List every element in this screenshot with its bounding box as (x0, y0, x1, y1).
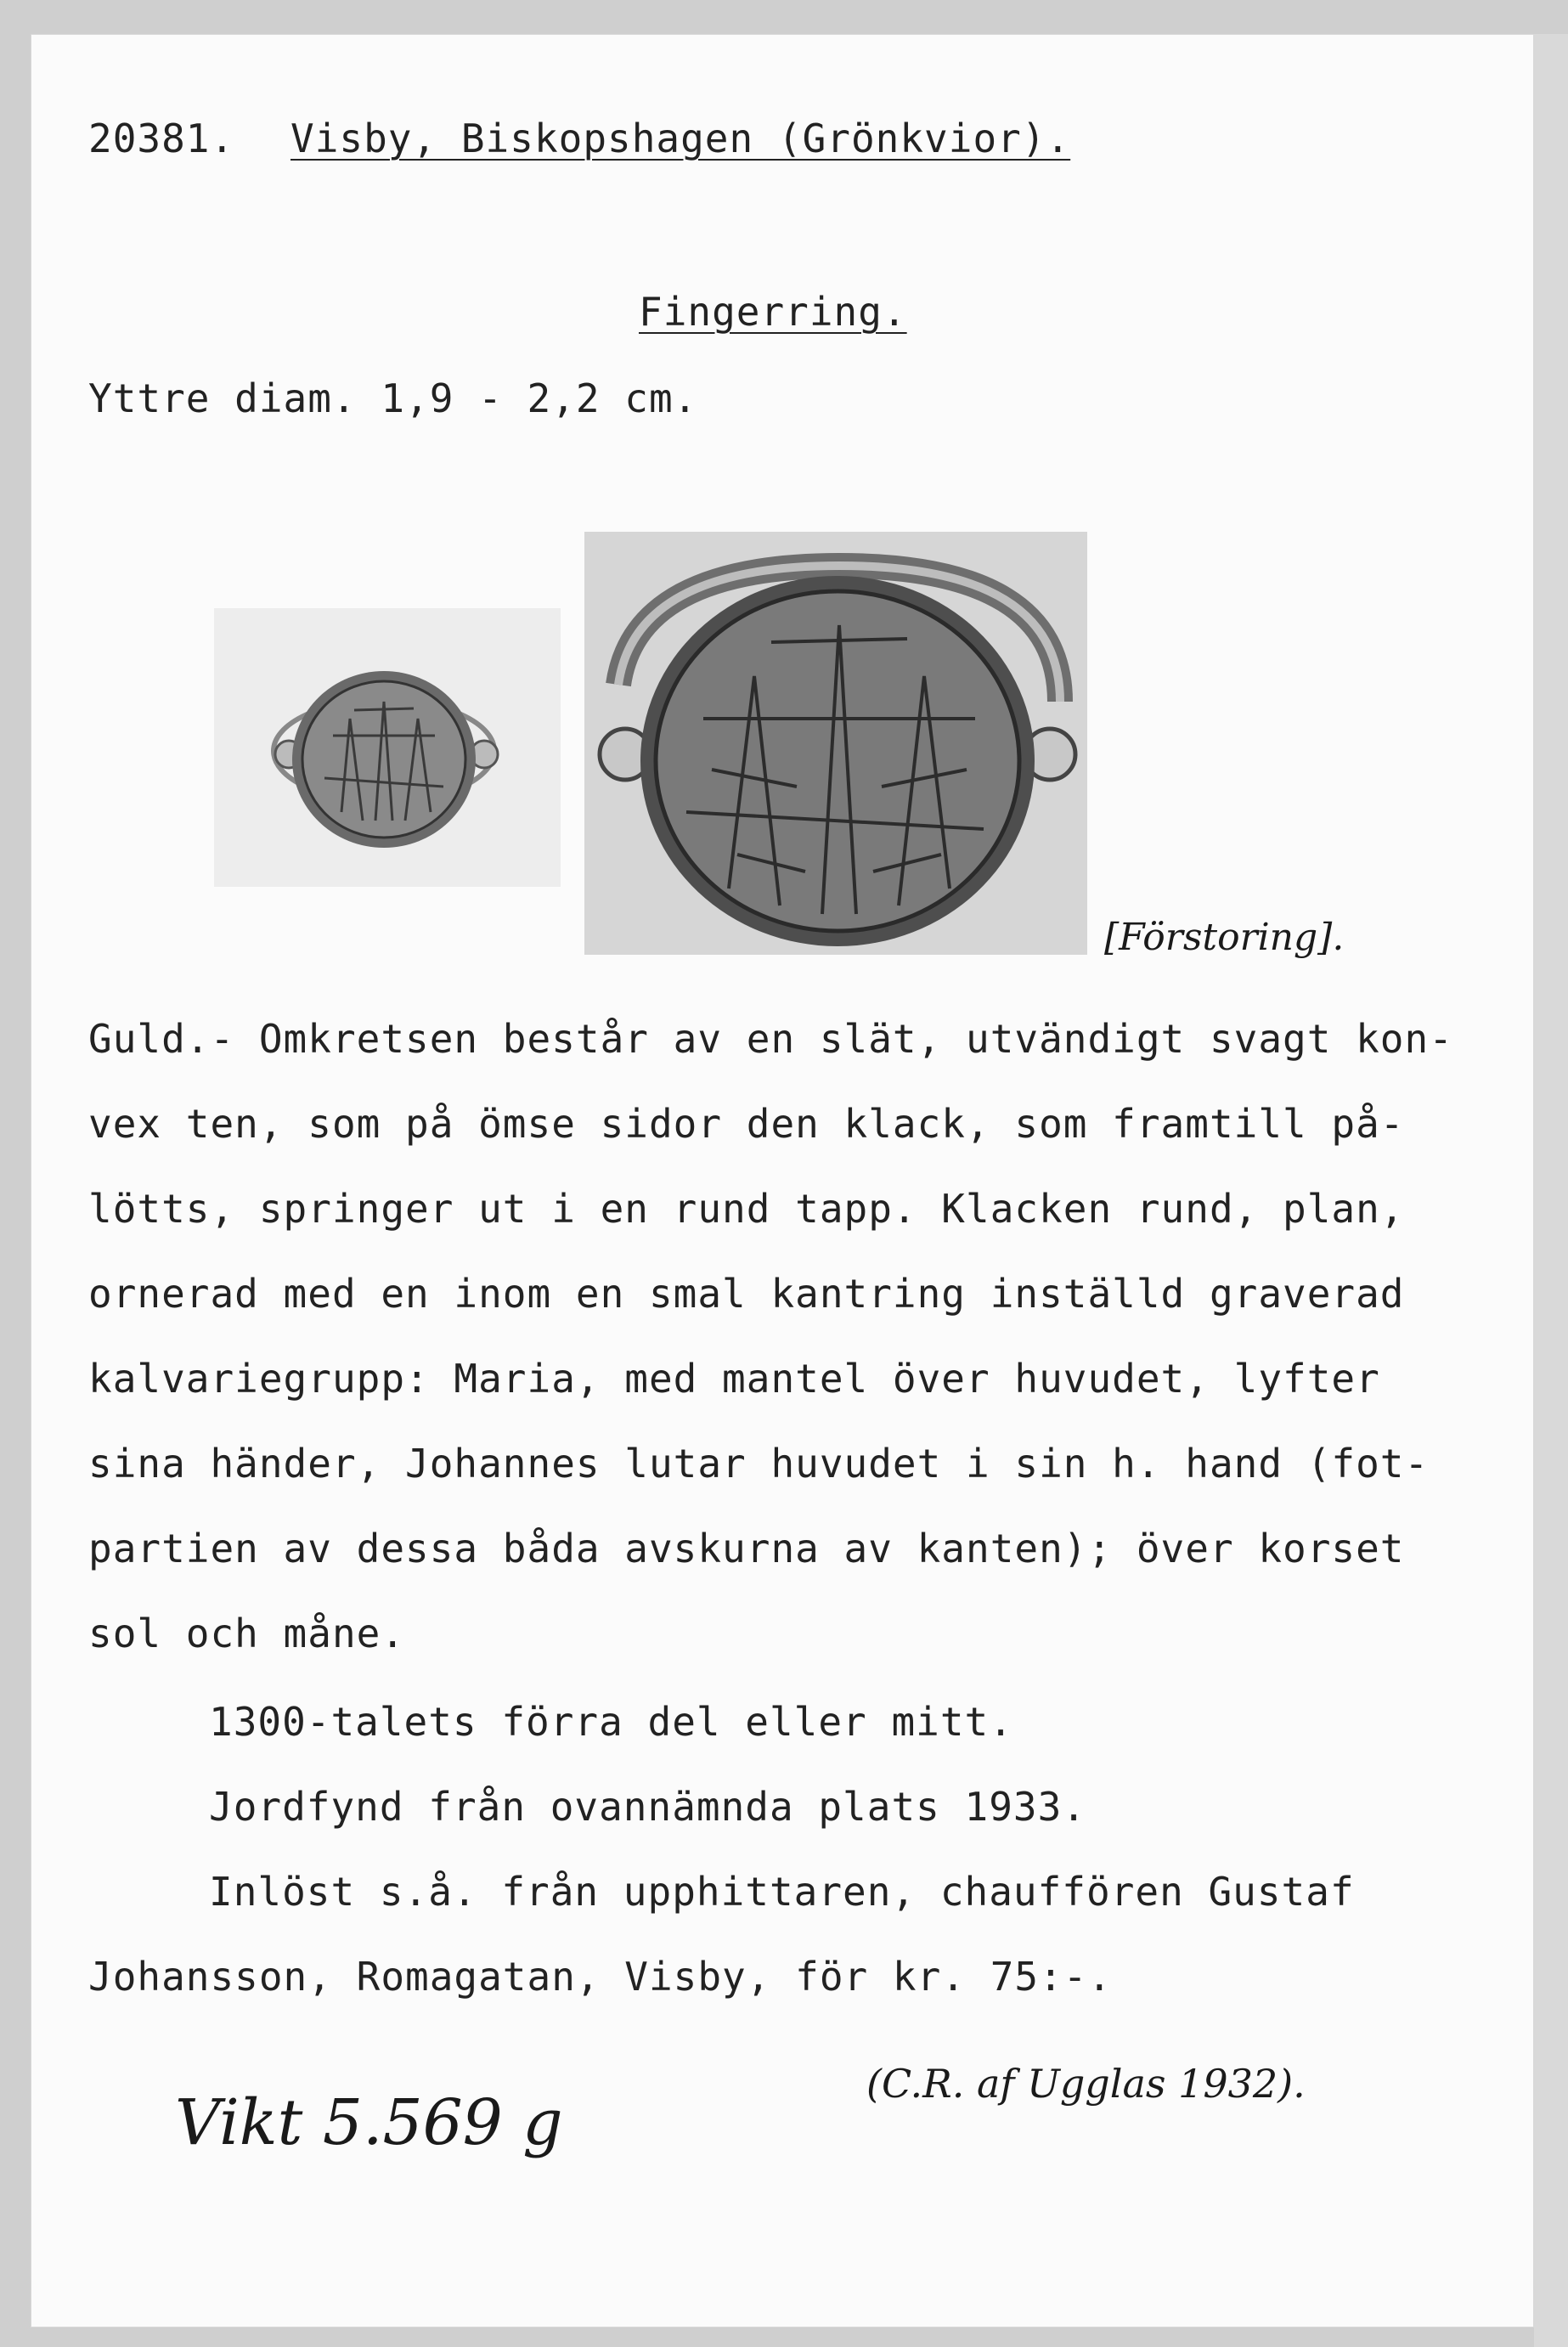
dimensions-line: Yttre diam. 1,9 - 2,2 cm. (88, 375, 698, 421)
dating-line: 1300-talets förra del eller mitt. (209, 1699, 1013, 1745)
find-location: Visby, Biskopshagen (Grönkvior). (290, 116, 1071, 161)
ring-photo-actual-size (214, 608, 561, 887)
description-line-1: Guld.- Omkretsen består av en slät, utvändigt svagt kon- (88, 1016, 1453, 1062)
description-line-5: kalvariegrupp: Maria, med mantel över huvudet, lyfter (88, 1356, 1380, 1402)
author-note: (C.R. af Ugglas 1932). (866, 2061, 1306, 2107)
catalog-number: 20381. (88, 116, 235, 161)
weight-note: Vikt 5.569 g (175, 2086, 563, 2159)
card-edge (1534, 34, 1568, 2347)
ring-photo-enlarged (584, 532, 1087, 955)
magnification-note: [Förstoring]. (1104, 916, 1345, 959)
find-line: Jordfynd från ovannämnda plats 1933. (209, 1784, 1086, 1830)
object-title: Fingerring. (639, 289, 907, 335)
description-line-3: lötts, springer ut i en rund tapp. Klacken rund, plan, (88, 1186, 1405, 1232)
description-line-2: vex ten, som på ömse sidor den klack, som framtill på- (88, 1101, 1405, 1147)
description-line-6: sina händer, Johannes lutar huvudet i sin h. hand (fot- (88, 1441, 1430, 1487)
acquisition-line-2: Johansson, Romagatan, Visby, för kr. 75:-. (88, 1954, 1113, 2000)
description-line-7: partien av dessa båda avskurna av kanten); över korset (88, 1526, 1405, 1571)
description-line-4: ornerad med en inom en smal kantring inställd graverad (88, 1271, 1405, 1317)
description-line-8: sol och måne. (88, 1611, 406, 1656)
acquisition-line-1: Inlöst s.å. från upphittaren, chauffören Gustaf (209, 1869, 1355, 1915)
